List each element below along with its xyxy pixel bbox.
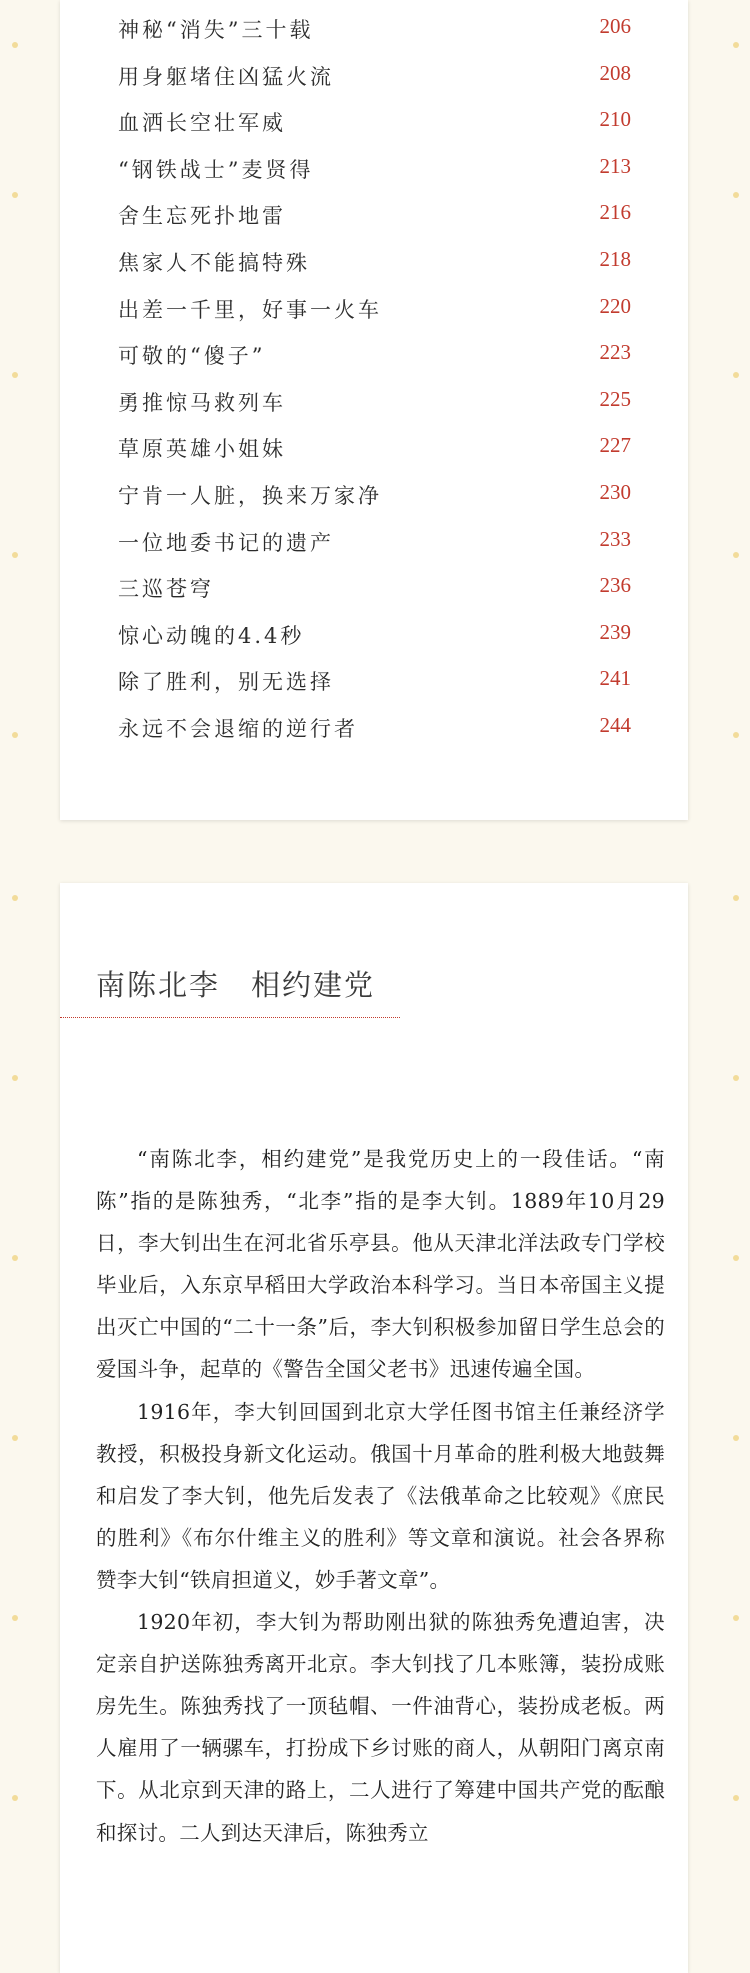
- chapter-title-divider: [60, 1017, 400, 1018]
- toc-entry-page: 206: [599, 14, 631, 38]
- toc-entry-title: 焦家人不能搞特殊: [118, 250, 310, 275]
- toc-entry-page: 241: [599, 666, 631, 691]
- toc-entry: [118, 194, 688, 241]
- toc-entry: [118, 241, 688, 288]
- background-dot: [733, 42, 739, 48]
- toc-entry-page: 227: [599, 433, 631, 458]
- toc-entry: [118, 660, 688, 707]
- article-paragraph: 1920年初，李大钊为帮助刚出狱的陈独秀免遭迫害，决定亲自护送陈独秀离开北京。李大钊找了几本账簿，装扮成账房先生。陈独秀找了一顶毡帽、一件油背心，装扮成老板。两人雇用了一辆骡车，打扮成下乡讨账的商人，从朝阳门离京南下。从北京到天津的路上，二人进行了筹建中国共产党的酝酿和探讨。二人到达天津后，陈独秀立: [96, 1610, 665, 1845]
- toc-entry-title: 用身躯堵住凶猛火流: [118, 64, 334, 89]
- background-dot: [12, 1435, 18, 1441]
- toc-entry-page: 208: [599, 60, 631, 85]
- toc-entry-title: 宁肯一人脏，换来万家净: [118, 483, 382, 508]
- toc-entry-page: 218: [599, 246, 631, 271]
- toc-entry-page: 210: [599, 107, 631, 132]
- toc-entry-title: 可敬的“傻子”: [118, 344, 266, 369]
- background-dot: [12, 192, 18, 198]
- chapter-title: 南陈北李 相约建党: [96, 968, 376, 1002]
- toc-entry-page: 213: [599, 153, 631, 178]
- toc-entry-page: 236: [599, 573, 631, 598]
- toc-entry-title: 舍生忘死扑地雷: [118, 204, 286, 229]
- background-dot: [733, 1075, 739, 1081]
- background-dot: [733, 192, 739, 198]
- background-dot: [12, 732, 18, 738]
- toc-entry-title: 除了胜利，别无选择: [118, 670, 334, 695]
- article-paragraph: “南陈北李，相约建党”是我党历史上的一段佳话。“南陈”指的是陈独秀，“北李”指的是李大钊。1889年10月29日，李大钊出生在河北省乐亭县。他从天津北洋法政专门学校毕业后，入东京早稻田大学政治本科学习。当日本帝国主义提出灭亡中国的“二十一条”后，李大钊积极参加留日学生总会的爱国斗争，起草的《警告全国父老书》迅速传遍全国。: [96, 1147, 665, 1382]
- background-dot: [12, 1255, 18, 1261]
- background-dot: [733, 552, 739, 558]
- toc-entry: [118, 55, 688, 102]
- toc-entry-page: 230: [599, 479, 631, 504]
- toc-entry-title: 惊心动魄的4.4秒: [118, 623, 305, 648]
- background-dot: [12, 895, 18, 901]
- background-dot: [12, 42, 18, 48]
- toc-entry-page: 220: [599, 293, 631, 318]
- toc-page: [60, 0, 688, 820]
- toc-entry: [118, 8, 688, 55]
- toc-entry-page: 233: [599, 526, 631, 551]
- toc-entry: [118, 474, 688, 521]
- toc-entry-page: 244: [599, 712, 631, 737]
- background-dot: [12, 1075, 18, 1081]
- background-dot: [733, 1255, 739, 1261]
- toc-entry-title: “钢铁战士”麦贤得: [118, 157, 314, 182]
- toc-entry: [118, 288, 688, 335]
- toc-entry: [118, 381, 688, 428]
- toc-entry-title: 血洒长空壮军威: [118, 111, 286, 136]
- toc-entry-page: 225: [599, 386, 631, 411]
- toc-entry: [118, 614, 688, 661]
- toc-entry-page: 223: [599, 340, 631, 365]
- background-dot: [12, 1795, 18, 1801]
- toc-entry: [118, 148, 688, 195]
- background-dot: [733, 895, 739, 901]
- toc-entry-title: 一位地委书记的遗产: [118, 530, 334, 555]
- toc-entry: [118, 334, 688, 381]
- toc-entry: [118, 521, 688, 568]
- toc-entry-page: 216: [599, 200, 631, 225]
- toc-entry-title: 三巡苍穹: [118, 577, 214, 602]
- article-page: [60, 883, 688, 1973]
- background-dot: [733, 732, 739, 738]
- toc-entry: [118, 101, 688, 148]
- background-dot: [733, 1435, 739, 1441]
- toc-entry: [118, 427, 688, 474]
- background-dot: [12, 552, 18, 558]
- toc-entry-page: 239: [599, 619, 631, 644]
- toc-entry-title: 草原英雄小姐妹: [118, 437, 286, 462]
- toc-entry-title: 出差一千里，好事一火车: [118, 297, 382, 322]
- background-dot: [733, 1615, 739, 1621]
- article-body: [96, 1138, 665, 1854]
- background-dot: [733, 1795, 739, 1801]
- toc-list: [118, 8, 688, 754]
- toc-entry-title: 勇推惊马救列车: [118, 390, 286, 415]
- toc-entry: [118, 567, 688, 614]
- toc-entry-title: 永远不会退缩的逆行者: [118, 716, 358, 741]
- background-dot: [12, 372, 18, 378]
- toc-entry-title: 神秘“消失”三十载: [118, 18, 314, 42]
- background-dot: [12, 1615, 18, 1621]
- toc-entry: [118, 707, 688, 754]
- background-dot: [733, 372, 739, 378]
- article-paragraph: 1916年，李大钊回国到北京大学任图书馆主任兼经济学教授，积极投身新文化运动。俄国十月革命的胜利极大地鼓舞和启发了李大钊，他先后发表了《法俄革命之比较观》《庶民的胜利》《布尔什维主义的胜利》等文章和演说。社会各界称赞李大钊“铁肩担道义，妙手著文章”。: [96, 1399, 665, 1592]
